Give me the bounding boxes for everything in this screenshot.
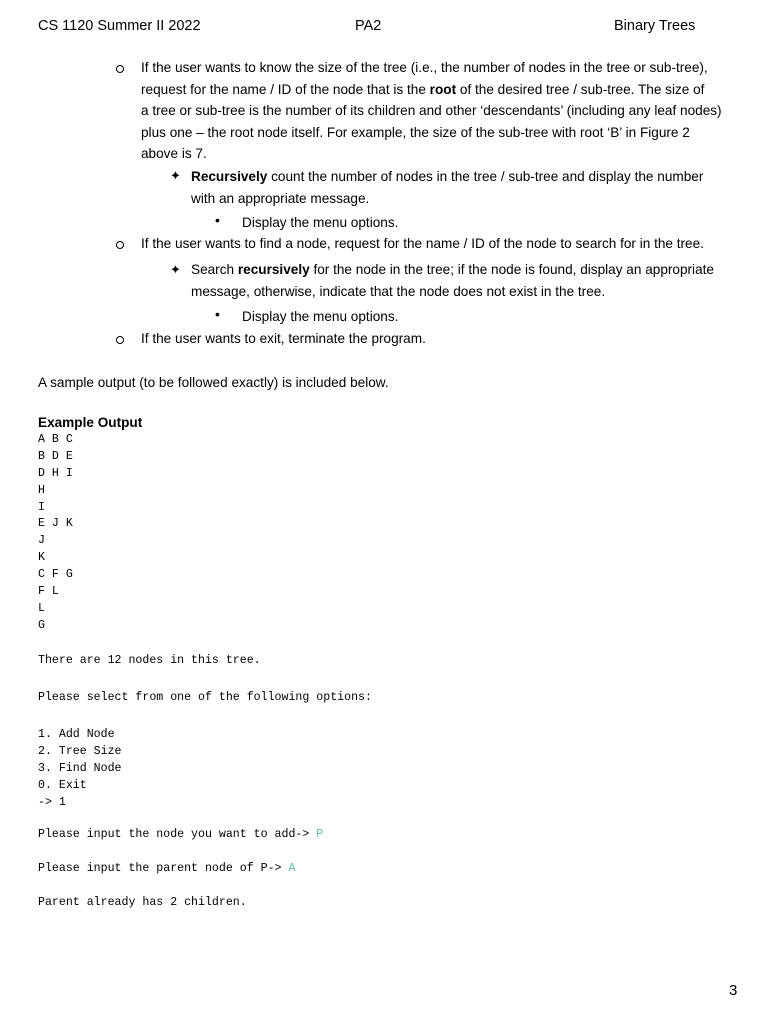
size-subtask-line-1: Recursively count the number of nodes in the tree / sub-tree and display the number (191, 169, 704, 184)
star-bullet-icon: ✦ (170, 262, 181, 277)
size-line-2: request for the name / ID of the node that is the root of the desired tree / sub-tree. The size of (141, 81, 705, 97)
tree-line: H (38, 483, 45, 497)
size-line-5: above is 7. (141, 146, 207, 161)
menu-prompt: Please select from one of the following options: (38, 691, 372, 704)
exit-instructions: If the user wants to exit, terminate the program. (141, 331, 426, 346)
size-line-1: If the user wants to know the size of the tree (i.e., the number of nodes in the tree or sub-tree), (141, 60, 708, 75)
page-number: 3 (729, 982, 738, 999)
size-menu-note: Display the menu options. (242, 215, 399, 230)
sample-intro: A sample output (to be followed exactly) is included below. (38, 375, 389, 390)
find-menu-note: Display the menu options. (242, 309, 399, 324)
size-line-3: a tree or sub-tree is the number of its children and other ‘descendants’ (including any leaf nodes) (141, 103, 722, 118)
size-subtask-line-2: with an appropriate message. (191, 190, 370, 206)
hollow-bullet-icon (116, 336, 124, 344)
tree-line: D H I (38, 466, 73, 480)
star-bullet-icon: ✦ (170, 168, 181, 183)
size-subtask (191, 166, 703, 209)
example-heading: Example Output (38, 415, 143, 430)
find-instructions: If the user wants to find a node, request for the name / ID of the node to search for in the tree. (141, 236, 704, 251)
menu-options (38, 727, 122, 811)
dot-bullet-icon: • (215, 306, 220, 322)
result-message: Parent already has 2 children. (38, 896, 247, 909)
tree-line: L (38, 601, 45, 615)
hollow-bullet-icon (116, 241, 124, 249)
menu-selection: -> 1 (38, 795, 66, 809)
find-subtask (191, 259, 714, 302)
dot-bullet-icon: • (215, 212, 220, 228)
tree-line: E J K (38, 517, 73, 531)
tree-line: G (38, 618, 45, 632)
size-line-4: plus one – the root node itself. For example, the size of the sub-tree with root ‘B’ in Figure 2 (141, 124, 690, 140)
add-node-input: P (316, 828, 324, 841)
tree-line: B D E (38, 449, 73, 463)
menu-option-size: 2. Tree Size (38, 744, 122, 758)
header-course: CS 1120 Summer II 2022 (38, 18, 201, 34)
tree-line: K (38, 551, 45, 565)
header-assignment: PA2 (355, 18, 382, 34)
tree-line: F L (38, 585, 59, 599)
find-subtask-line-1: Search recursively for the node in the tree; if the node is found, display an appropriate (191, 262, 714, 277)
size-instructions (141, 57, 722, 165)
count-message: There are 12 nodes in this tree. (38, 654, 261, 667)
hollow-bullet-icon (116, 65, 124, 73)
header-topic: Binary Trees (614, 18, 696, 34)
menu-option-exit: 0. Exit (38, 778, 87, 792)
parent-node-prompt: Please input the parent node of P-> A (38, 862, 296, 875)
tree-output (38, 432, 73, 635)
add-node-prompt: Please input the node you want to add-> P (38, 828, 324, 841)
tree-line: I (38, 500, 45, 514)
tree-line: A B C (38, 433, 73, 446)
parent-node-input: A (288, 862, 296, 875)
menu-option-find: 3. Find Node (38, 761, 122, 775)
tree-line: C F G (38, 568, 73, 582)
menu-option-add: 1. Add Node (38, 728, 115, 741)
find-subtask-line-2: message, otherwise, indicate that the node does not exist in the tree. (191, 283, 606, 299)
tree-line: J (38, 534, 45, 548)
